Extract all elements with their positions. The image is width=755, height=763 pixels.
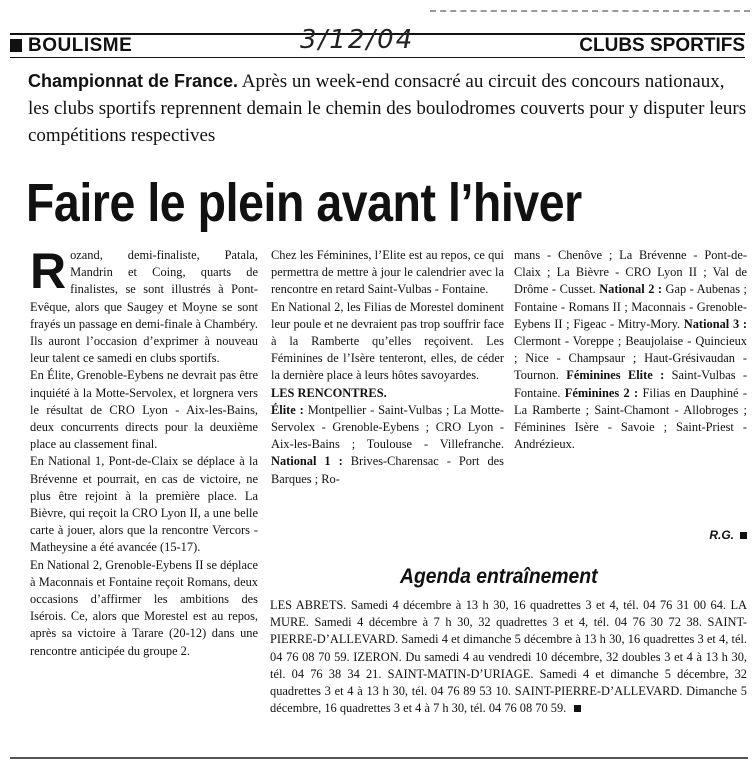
- category-label: National 1 :: [271, 454, 343, 469]
- agenda-title: Agenda entraînement: [400, 565, 598, 588]
- handwritten-date: 3/12/04: [300, 25, 415, 55]
- agenda-text: LES ABRETS. Samedi 4 décembre à 13 h 30, 16 quadrettes 3 et 4, tél. 04 76 31 00 64. LA MURE. Samedi 4 décembre à 7 h 30, 32 quadrettes 3 et 4, tél. 04 76 30 72 38. SAINT-PIERRE-D’ALLEVARD. Samedi 4 et dimanche 5 décembre à 13 h 30, 16 quadrettes 3 et 4, tél. 04 76 08 70 59. IZERON. Du samedi 4 au vendredi 10 décembre, 32 doubles 3 et 4 à 13 h 30, tél. 04 76 38 34 21. SAINT-MATIN-D’URIAGE. Samedi 4 et dimanche 5 décembre, 32 quadrettes 3 et 4 à 13 h 30, tél. 04 76 89 53 10. SAINT-PIERRE-D’ALLEVARD. Dimanche 5 décembre, 16 quadrettes 3 et 4 à 7 h 30, tél. 04 76 08 70 59.: [270, 598, 747, 716]
- signature-text: R.G.: [709, 528, 734, 542]
- article-column-2: [271, 247, 504, 488]
- paragraph: [30, 243, 258, 367]
- article-column-1: [30, 243, 258, 660]
- category-text: Brives-Charensac - Port des Barques ; Ro-: [271, 454, 504, 486]
- article-headline: Faire le plein avant l’hiver: [26, 173, 582, 233]
- bottom-rule: [10, 757, 748, 759]
- paragraph: En Élite, Grenoble-Eybens ne devrait pas être inquiété à la Motte-Servolex, et lorgnera vers le résultat de CRO Lyon - Aix-les-Bains, deux concurrents directs pour la deuxième place au classement final.: [30, 368, 258, 452]
- standfirst-lead: Championnat de France.: [28, 71, 239, 91]
- category-text: Saint-Vulbas - Fontaine.: [514, 368, 748, 400]
- article-standfirst: [28, 68, 748, 149]
- article-column-3: [514, 247, 747, 453]
- category-text: Filias en Dauphiné - La Ramberte ; Saint-Chamont - Allobroges ; Féminines Isère - Savoie ; Saint-Priest - Andrézieux.: [514, 385, 747, 452]
- section-label: CLUBS SPORTIFS: [579, 35, 745, 56]
- category-text: mans - Chenôve ; La Brévenne - Pont-de-Claix ; La Bièvre - CRO Lyon II ; Val de Drôme - Cusset.: [514, 248, 747, 297]
- top-dash-line: [430, 10, 750, 13]
- rencontres-heading: LES RENCONTRES.: [271, 385, 387, 400]
- end-square-icon: [740, 532, 747, 539]
- category-label: Élite :: [271, 402, 304, 417]
- end-square-icon: [574, 705, 581, 712]
- paragraph: Chez les Féminines, l’Elite est au repos, ce qui permettra de mettre à jour le calendrier avec la rencontre en retard Saint-Vulbas - Fontaine.: [271, 248, 504, 297]
- header-bottom-rule: [10, 57, 745, 58]
- standfirst-text: Après un week-end consacré au circuit des concours nationaux, les clubs sportifs reprennent demain le chemin des boulodromes couverts pour y disputer leurs compétitions respectives: [28, 71, 747, 146]
- paragraph: [514, 247, 747, 453]
- paragraph: En National 1, Pont-de-Claix se déplace à la Brévenne et pourrait, en cas de victoire, ne plus être rejoint à la première place. La Bièvre, qui reçoit la CRO Lyon II, a une belle carte à jouer, alors que la rencontre Vercors - Matheysine a été avancée (15-17).: [30, 454, 258, 555]
- category-label: Féminines 2 :: [560, 385, 639, 400]
- page-header: [10, 25, 745, 57]
- category-label: National 2 :: [595, 282, 663, 297]
- paragraph-text: ozand, demi-finaliste, Patala, Mandrin et Coing, quarts de finalistes, se sont illustrés à Pont-Evêque, alors que Saugey et Moyne se sont frayés un passage en demi-finale à Chambéry. Ils auront l’occasion d’exprimer à nouveau leur talent ce samedi en clubs sportifs.: [30, 248, 258, 366]
- category-text: Montpellier - Saint-Vulbas ; La Motte-Servolex - Grenoble-Eybens ; CRO Lyon - Aix-les-Bains ; Toulouse - Villefranche.: [271, 402, 505, 452]
- category-text: Gap - Aubenas ; Fontaine - Romans II ; Maconnais - Grenoble-Eybens II ; Figeac - Mitry-Mory.: [514, 282, 747, 331]
- drop-cap: R: [30, 243, 67, 299]
- category-text: Clermont - Voreppe ; Beaujolaise - Quincieux ; Nice - Champsaur ; Haut-Grésivaudan - Tournon.: [514, 334, 747, 383]
- category-label: Féminines Elite :: [558, 368, 665, 383]
- square-bullet-icon: [10, 39, 22, 52]
- paragraph: En National 2, les Filias de Morestel dominent leur poule et ne devraient pas trop souffrir face à la Ramberte qu’elles reçoivent. Les Féminines de l’Isère tenteront, elles, de céder la dernière place à leurs hôtes savoyardes.: [271, 299, 504, 383]
- paragraph: En National 2, Grenoble-Eybens II se déplace à Maconnais et Fontaine reçoit Romans, deux occasions d’affirmer les ambitions des Isérois. Ce, alors que Morestel est au repos, après sa victoire à Tarare (20-12) dans une rencontre anticipée du groupe 2.: [30, 557, 258, 658]
- agenda-text-block: [270, 597, 747, 717]
- category-label: National 3 :: [680, 316, 747, 331]
- paragraph: [271, 402, 504, 488]
- rubric-text: BOULISME: [28, 35, 133, 56]
- rubric-label: [10, 35, 132, 57]
- author-signature: [709, 528, 747, 542]
